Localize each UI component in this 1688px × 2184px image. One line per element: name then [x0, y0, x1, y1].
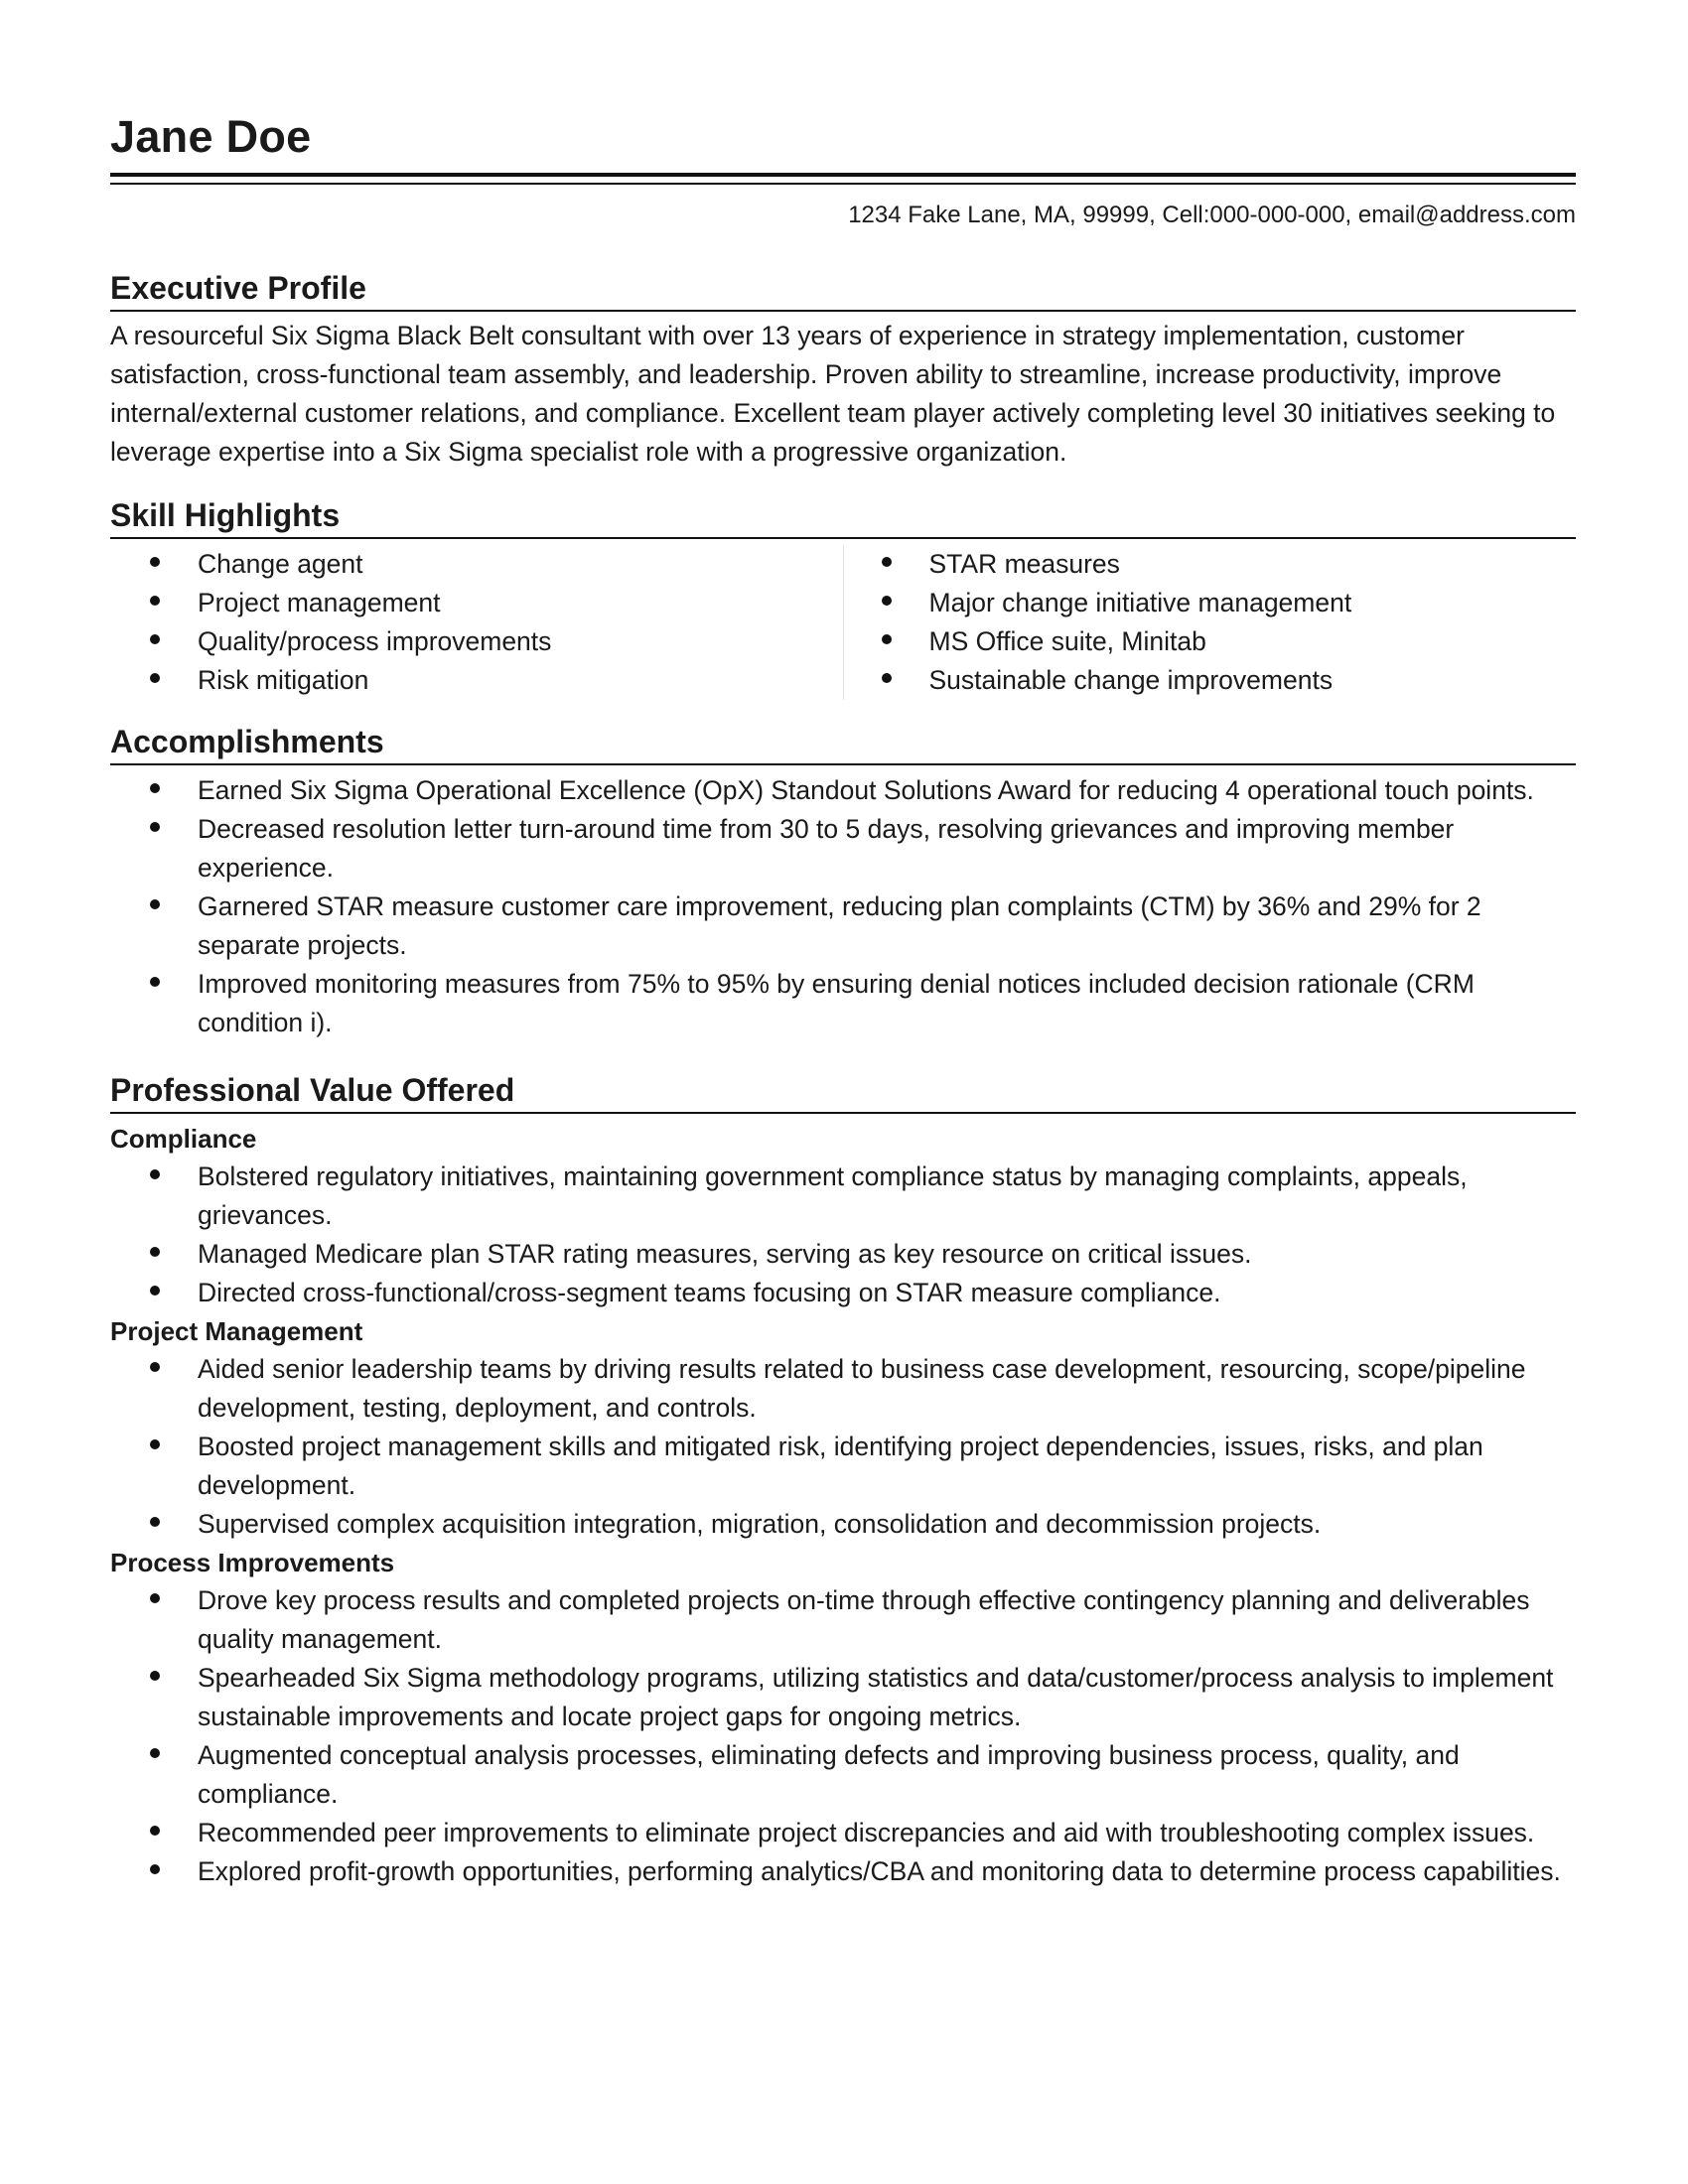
- value-text: Explored profit-growth opportunities, performing analytics/CBA and monitoring data to determine process capabilities.: [198, 1856, 1561, 1886]
- bullet-icon: [150, 977, 160, 987]
- bullet-icon: [150, 1169, 160, 1179]
- value-item: [110, 1274, 1576, 1312]
- value-text: Drove key process results and completed projects on-time through effective contingency planning and deliverables quality management.: [198, 1585, 1530, 1654]
- section-title-executive-profile: Executive Profile: [110, 268, 1576, 312]
- skill-item: [110, 545, 843, 584]
- skills-list-left: [110, 545, 843, 700]
- skill-text: Sustainable change improvements: [928, 665, 1334, 695]
- skill-text: Major change initiative management: [928, 588, 1352, 617]
- bullet-icon: [882, 673, 892, 683]
- accomplishment-text: Decreased resolution letter turn-around time from 30 to 5 days, resolving grievances and improving member experience.: [198, 814, 1455, 883]
- bullet-icon: [150, 557, 160, 567]
- value-text: Augmented conceptual analysis processes, eliminating defects and improving business process, quality, and compliance.: [198, 1740, 1460, 1809]
- section-title-accomplishments: Accomplishments: [110, 722, 1576, 765]
- value-text: Aided senior leadership teams by driving results related to business case development, resourcing, scope/pipeline development, testing, deployment, and controls.: [198, 1354, 1526, 1423]
- compliance-list: [110, 1158, 1576, 1312]
- candidate-name: Jane Doe: [110, 111, 312, 162]
- skill-text: Risk mitigation: [198, 665, 369, 695]
- skill-item: [844, 584, 1577, 622]
- bullet-icon: [150, 634, 160, 644]
- subsection-title-process-improvements: Process Improvements: [110, 1548, 395, 1577]
- subsection-title-project-management: Project Management: [110, 1316, 363, 1346]
- value-text: Supervised complex acquisition integration, migration, consolidation and decommission projects.: [198, 1509, 1322, 1539]
- section-title-professional-value: Professional Value Offered: [110, 1070, 1576, 1114]
- value-text: Spearheaded Six Sigma methodology programs, utilizing statistics and data/customer/process analysis to implement sustainable improvements and locate project gaps for ongoing metrics.: [198, 1663, 1554, 1731]
- bullet-icon: [150, 596, 160, 606]
- value-item: [110, 1428, 1576, 1505]
- accomplishments-list: [110, 771, 1576, 1042]
- bullet-icon: [882, 557, 892, 567]
- bullet-icon: [150, 1748, 160, 1758]
- value-item: [110, 1505, 1576, 1544]
- process-improvements-list: [110, 1581, 1576, 1891]
- skill-text: STAR measures: [928, 549, 1120, 579]
- value-item: [110, 1852, 1576, 1891]
- subsection-title-compliance: Compliance: [110, 1124, 257, 1154]
- skill-text: Quality/process improvements: [198, 626, 552, 656]
- value-text: Managed Medicare plan STAR rating measures, serving as key resource on critical issues.: [198, 1239, 1252, 1269]
- skills-column-left: [110, 545, 844, 700]
- bullet-icon: [150, 1864, 160, 1874]
- contact-info: 1234 Fake Lane, MA, 99999, Cell:000-000-000, email@address.com: [848, 202, 1576, 228]
- accomplishment-text: Garnered STAR measure customer care improvement, reducing plan complaints (CTM) by 36% and 29% for 2 separate projects.: [198, 891, 1481, 960]
- value-item: [110, 1235, 1576, 1274]
- bullet-icon: [882, 596, 892, 606]
- bullet-icon: [150, 783, 160, 793]
- bullet-icon: [150, 1439, 160, 1449]
- resume: [110, 107, 1576, 1891]
- value-item: [110, 1814, 1576, 1852]
- value-text: Directed cross-functional/cross-segment teams focusing on STAR measure compliance.: [198, 1278, 1221, 1307]
- bullet-icon: [150, 899, 160, 909]
- bullet-icon: [150, 1362, 160, 1372]
- accomplishment-text: Earned Six Sigma Operational Excellence (OpX) Standout Solutions Award for reducing 4 operational touch points.: [198, 775, 1534, 805]
- skill-text: Change agent: [198, 549, 363, 579]
- bullet-icon: [150, 1286, 160, 1296]
- skill-item: [110, 622, 843, 661]
- accomplishment-text: Improved monitoring measures from 75% to 95% by ensuring denial notices included decision rationale (CRM condition i).: [198, 969, 1475, 1037]
- skill-text: Project management: [198, 588, 441, 617]
- skill-item: [110, 584, 843, 622]
- skill-item: [844, 661, 1577, 700]
- value-item: [110, 1659, 1576, 1736]
- value-item: [110, 1350, 1576, 1428]
- value-text: Recommended peer improvements to eliminate project discrepancies and aid with troubleshooting complex issues.: [198, 1818, 1535, 1847]
- header-divider-thin: [110, 183, 1576, 185]
- value-item: [110, 1158, 1576, 1235]
- executive-profile-text: A resourceful Six Sigma Black Belt consultant with over 13 years of experience in strategy implementation, customer satisfaction, cross-functional team assembly, and leadership. Proven ability to streamline, increase productivity, improve internal/external customer relations, and compliance. Excellent team player actively completing level 30 initiatives seeking to leverage expertise into a Six Sigma specialist role with a progressive organization.: [110, 321, 1556, 467]
- skill-item: [110, 661, 843, 700]
- accomplishment-item: [110, 810, 1576, 887]
- skill-item: [844, 545, 1577, 584]
- skill-item: [844, 622, 1577, 661]
- bullet-icon: [150, 822, 160, 832]
- value-item: [110, 1581, 1576, 1659]
- value-item: [110, 1736, 1576, 1814]
- bullet-icon: [150, 1671, 160, 1681]
- bullet-icon: [150, 1247, 160, 1257]
- value-text: Boosted project management skills and mitigated risk, identifying project dependencies, issues, risks, and plan development.: [198, 1432, 1483, 1500]
- bullet-icon: [150, 1593, 160, 1603]
- bullet-icon: [150, 1826, 160, 1836]
- skill-text: MS Office suite, Minitab: [928, 626, 1206, 656]
- bullet-icon: [882, 634, 892, 644]
- bullet-icon: [150, 673, 160, 683]
- header-divider-thick: [110, 173, 1576, 177]
- skills-list-right: [844, 545, 1577, 700]
- value-text: Bolstered regulatory initiatives, maintaining government compliance status by managing complaints, appeals, grievances.: [198, 1161, 1468, 1230]
- accomplishment-item: [110, 771, 1576, 810]
- accomplishment-item: [110, 887, 1576, 965]
- skills-column-right: [844, 545, 1577, 700]
- accomplishment-item: [110, 965, 1576, 1042]
- skills-grid: [110, 545, 1576, 700]
- bullet-icon: [150, 1517, 160, 1527]
- project-management-list: [110, 1350, 1576, 1544]
- section-title-skill-highlights: Skill Highlights: [110, 495, 1576, 539]
